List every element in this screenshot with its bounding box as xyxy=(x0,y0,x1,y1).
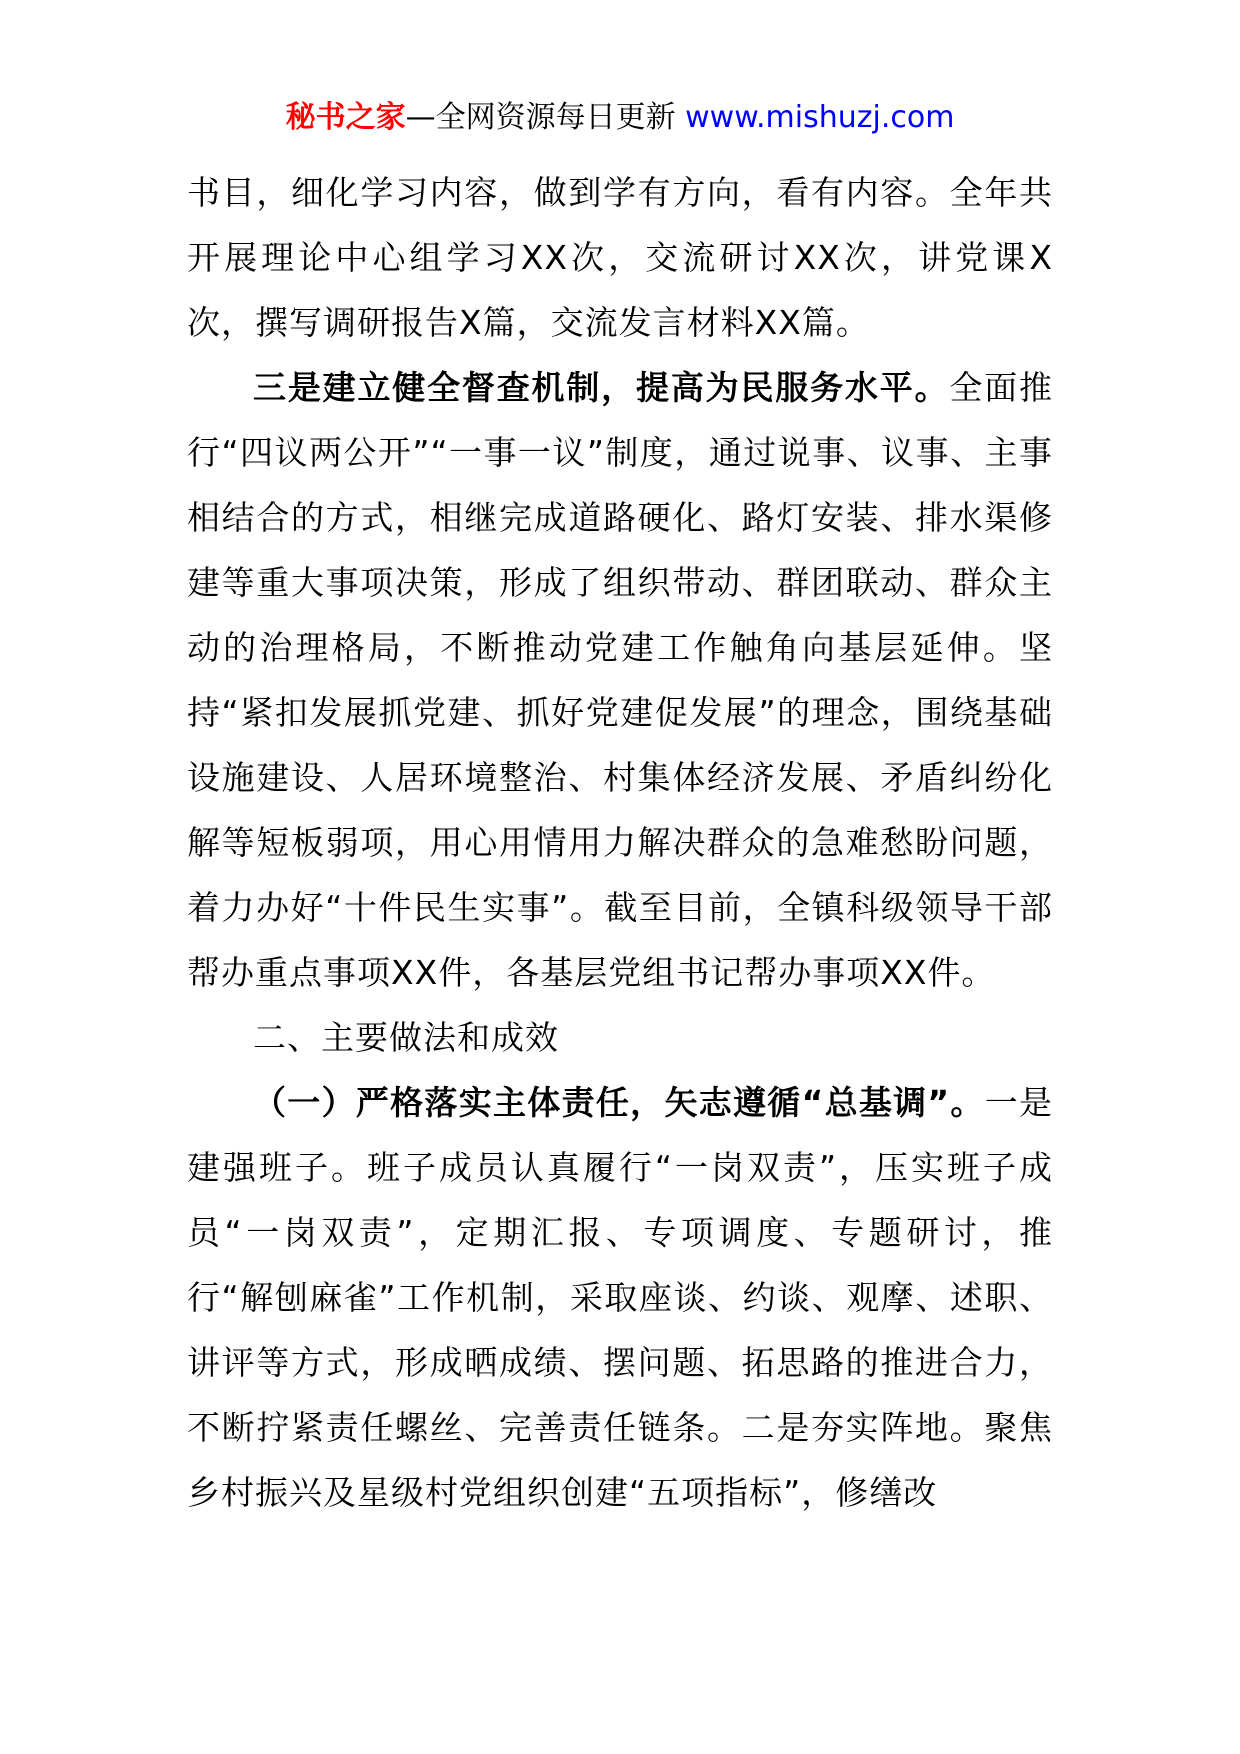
section-heading-text: 二、主要做法和成效 xyxy=(253,1018,559,1057)
site-url-link[interactable]: www.mishuzj.com xyxy=(685,100,955,135)
paragraph-continuation xyxy=(187,160,1053,355)
paragraph-text: 全面推行“四议两公开”“一事一议”制度，通过说事、议事、主事相结合的方式，相继完成道路硬化、路灯安装、排水渠修建等重大事项决策，形成了组织带动、群团联动、群众主动的治理格局，不断推动党建工作触角向基层延伸。坚持“紧扣发展抓党建、抓好党建促发展”的理念，围绕基础设施建设、人居环境整治、村集体经济发展、矛盾纠纷化解等短板弱项，用心用情用力解决群众的急难愁盼问题，着力办好“十件民生实事”。截至目前，全镇科级领导干部帮办重点事项XX件，各基层党组书记帮办事项XX件。 xyxy=(187,368,1054,992)
paragraph-text: 一是建强班子。班子成员认真履行“一岗双责”，压实班子成员“一岗双责”，定期汇报、专项调度、专题研讨，推行“解刨麻雀”工作机制，采取座谈、约谈、观摩、述职、讲评等方式，形成晒成绩、摆问题、拓思路的推进合力，不断拧紧责任螺丝、完善责任链条。二是夯实阵地。聚焦乡村振兴及星级村党组织创建“五项指标”，修缮改 xyxy=(187,1083,1053,1512)
paragraph-text: 书目，细化学习内容，做到学有方向，看有内容。全年共开展理论中心组学习XX次，交流研讨XX次，讲党课X次，撰写调研报告X篇，交流发言材料XX篇。 xyxy=(187,173,1053,342)
site-brand: 秘书之家 xyxy=(285,100,406,135)
site-header xyxy=(0,98,1240,138)
paragraph-lead: 三是建立健全督查机制，提高为民服务水平。 xyxy=(253,368,950,407)
paragraph-responsibility xyxy=(187,1070,1053,1525)
section-heading xyxy=(187,1005,1053,1070)
document-body xyxy=(187,160,1053,1525)
paragraph-lead: （一）严格落实主体责任，矢志遵循“总基调”。 xyxy=(253,1083,985,1122)
paragraph-supervision xyxy=(187,355,1053,1005)
site-tagline: —全网资源每日更新 xyxy=(405,100,686,135)
